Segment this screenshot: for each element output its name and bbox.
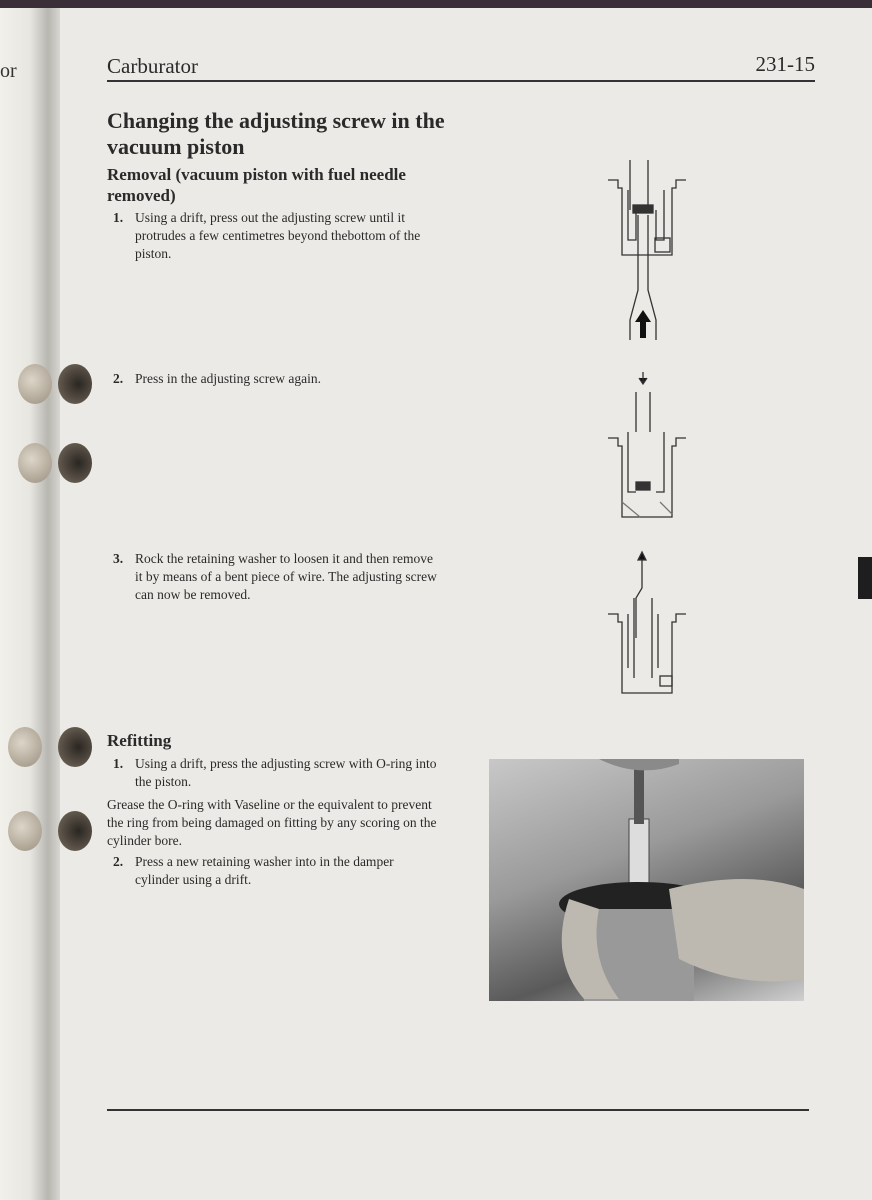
binder-hole (58, 443, 92, 483)
figure-remove-washer (600, 548, 695, 698)
refitting-step-2 (113, 853, 438, 889)
page-title: Changing the adjusting screw in the vacuum piston (107, 108, 445, 159)
removal-heading: Removal (vacuum piston with fuel needle removed) (107, 165, 406, 205)
section-title: Carburator (107, 54, 198, 78)
previous-page-fragment: or (0, 60, 17, 82)
figure-press-out-screw (600, 160, 695, 345)
removal-step-1 (113, 209, 438, 263)
step-number: 2. (113, 854, 124, 869)
section-tab (858, 557, 872, 599)
footer-rule (107, 1109, 809, 1111)
step-text: Rock the retaining washer to loosen it and then remove it by means of a bent piece of wire. The adjusting screw can now be removed. (135, 551, 437, 602)
refitting-step-1 (113, 755, 438, 791)
binder-hole (8, 727, 42, 767)
step-text: Press a new retaining washer into in the damper cylinder using a drift. (135, 854, 394, 887)
step-number: 3. (113, 551, 124, 566)
step-number: 1. (113, 210, 124, 225)
step-number: 1. (113, 756, 124, 771)
binder-hole (58, 727, 92, 767)
binder-hole (8, 811, 42, 851)
refitting-heading: Refitting (107, 731, 172, 750)
removal-step-3 (113, 550, 438, 604)
page-number: 231-15 (755, 52, 815, 76)
binder-edge (0, 8, 60, 1200)
step-text: Using a drift, press out the adjusting screw until it protrudes a few centimetres beyond thebottom of the piston. (135, 210, 421, 261)
binder-hole (18, 443, 52, 483)
binder-hole (58, 811, 92, 851)
removal-step-2 (113, 370, 438, 388)
photo-refitting-with-drift (489, 759, 804, 1001)
page-header (107, 52, 815, 82)
scan-top-edge (0, 0, 872, 8)
binder-hole (58, 364, 92, 404)
photo-illustration (489, 759, 804, 1001)
binder-hole (18, 364, 52, 404)
step-text: Press in the adjusting screw again. (135, 371, 321, 386)
figure-press-in-screw (600, 372, 695, 522)
step-text: Using a drift, press the adjusting screw with O-ring into the piston. (135, 756, 437, 789)
step-number: 2. (113, 371, 124, 386)
refitting-note: Grease the O-ring with Vaseline or the equivalent to prevent the ring from being damaged on fitting by any scoring on the cylinder bore. (107, 797, 437, 848)
